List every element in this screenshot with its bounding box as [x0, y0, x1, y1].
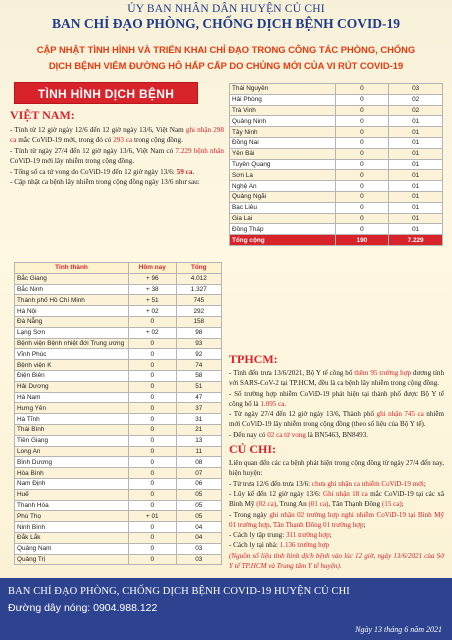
table-row — [230, 213, 443, 224]
cell-total: 01 — [389, 159, 443, 170]
vietnam-paragraph-1: - Tính từ 12 giờ ngày 12/6 đến 12 giờ ngày 13/6, Việt Nam ghi nhận 298 ca mắc CoViD-19 mới, trong đó có 293 ca trong cộng đồng. — [10, 126, 224, 145]
header — [0, 0, 452, 32]
cuchi-paragraph-0: Liên quan đến các ca bệnh phát hiện trong cộng đồng từ ngày 27/4 đến nay, hiện huyện: — [229, 459, 444, 478]
table-row — [15, 414, 222, 425]
cell-province: Đắk Lắk — [15, 532, 129, 543]
vietnam-paragraph-2: - Tính từ ngày 27/4 đến 12 giờ ngày 13/6, Việt Nam có 7.229 bệnh nhân CoViD-19 mới lây nhiễm trong cộng đồng. — [10, 146, 224, 166]
cell-today: 0 — [128, 338, 176, 349]
cell-today: 0 — [335, 170, 389, 181]
table-row — [15, 392, 222, 403]
cell-total: 08 — [176, 457, 221, 468]
tphcm-heading: TPHCM: — [229, 352, 278, 366]
cell-total: 11 — [176, 446, 221, 457]
cell-today: 0 — [128, 381, 176, 392]
cell-total: 93 — [176, 338, 221, 349]
cell-today: 0 — [128, 435, 176, 446]
cell-province: Quảng Nam — [15, 543, 129, 554]
cell-province: Trà Vinh — [230, 105, 336, 116]
header-total: Tổng — [176, 263, 221, 274]
table-row — [15, 338, 222, 349]
table-row — [15, 316, 222, 327]
table-row — [230, 224, 443, 235]
cell-total: 01 — [389, 127, 443, 138]
cell-province: Bắc Ninh — [15, 284, 129, 295]
cell-today: 0 — [128, 414, 176, 425]
cell-total: 02 — [389, 94, 443, 105]
cell-today: 0 — [128, 468, 176, 479]
cell-today: 0 — [128, 489, 176, 500]
cell-total: 21 — [176, 424, 221, 435]
section-banner: TÌNH HÌNH DỊCH BỆNH — [14, 82, 198, 104]
cell-total: 745 — [176, 295, 221, 306]
cell-total: 01 — [389, 116, 443, 127]
cell-today: + 02 — [128, 327, 176, 338]
cell-today: 0 — [128, 392, 176, 403]
cell-total: 01 — [389, 137, 443, 148]
cell-province: Quảng Ninh — [230, 116, 336, 127]
tphcm-paragraph-2: - Số trường hợp nhiễm CoViD-19 phát hiện tại thành phố được Bộ Y tế công bố là 1.095 ca. — [229, 389, 444, 408]
cell-province: Đà Nẵng — [15, 316, 129, 327]
cell-total: 1.327 — [176, 284, 221, 295]
title-line-1: CẬP NHẬT TÌNH HÌNH VÀ TRIỂN KHAI CHỈ ĐẠO TRONG CÔNG TÁC PHÒNG, CHỐNG — [36, 44, 416, 55]
vietnam-paragraph-3: - Tổng số ca tử vong do CoViD-19 đến 12 giờ ngày 13/6: 59 ca. — [10, 167, 195, 176]
cell-today: 0 — [335, 105, 389, 116]
cell-total: 158 — [176, 316, 221, 327]
cases-table-right — [229, 83, 443, 246]
cell-total: 92 — [176, 349, 221, 360]
cell-province: Bệnh viện Bệnh nhiệt đới Trung ương — [15, 338, 129, 349]
cell-today: 0 — [335, 127, 389, 138]
cell-province: Nam Định — [15, 478, 129, 489]
cell-province: Bạc Liêu — [230, 202, 336, 213]
table-row — [15, 446, 222, 457]
header-committee: BAN CHỈ ĐẠO PHÒNG, CHỐNG DỊCH BỆNH COVID-19 — [51, 16, 400, 31]
cuchi-paragraph-3: - Trong ngày ghi nhận 02 trường hợp nghi nhiễm CoViD-19 tại Bình Mỹ 01 trường hợp, Tân Thạnh Đông 01 trường hợp; — [229, 510, 444, 529]
cell-today: + 96 — [128, 273, 176, 284]
cell-today: 0 — [128, 554, 176, 565]
cell-province: Phú Thọ — [15, 511, 129, 522]
cell-today: 190 — [335, 235, 389, 246]
table-row — [230, 202, 443, 213]
cell-today: 0 — [335, 84, 389, 95]
footer-hotline: Đường dây nóng: 0904.988.122 — [8, 602, 158, 614]
header-province: Tỉnh thành — [15, 263, 129, 274]
cuchi-paragraph-1: - Từ trưa 12/6 đến trưa 13/6: chưa ghi nhận ca nhiễm CoViD-19 mới; — [229, 479, 426, 488]
cell-province: Thái Nguyên — [230, 84, 336, 95]
cell-province: Quảng Ngãi — [230, 191, 336, 202]
cell-province: Tuyên Quang — [230, 159, 336, 170]
cuchi-paragraph-5: - Cách ly tại nhà: 1.136 trường hợp — [229, 541, 330, 550]
cell-today: 0 — [335, 159, 389, 170]
cell-province: Long An — [15, 446, 129, 457]
cell-total: 4.012 — [176, 273, 221, 284]
table-row — [230, 105, 443, 116]
table-row — [15, 468, 222, 479]
cell-province: Đồng Tháp — [230, 224, 336, 235]
table-header-row — [15, 263, 222, 274]
cell-province: Hà Tĩnh — [15, 414, 129, 425]
source-note: (Nguồn số liệu tình hình dịch bệnh vào lúc 12 giờ, ngày 13/6/2021 của Sở Y tế TP.HCM và Trung tâm Y tế huyện). — [229, 551, 444, 571]
cell-total: 01 — [389, 213, 443, 224]
vietnam-heading: VIỆT NAM: — [10, 108, 75, 122]
cell-today: 0 — [335, 116, 389, 127]
cell-total: 13 — [176, 435, 221, 446]
cell-total: 01 — [389, 191, 443, 202]
cell-province: Đồng Nai — [230, 137, 336, 148]
tphcm-paragraph-3: - Từ ngày 27/4 đến 12 giờ ngày 13/6, Thành phố ghi nhận 745 ca nhiễm mới CoViD-19 lây nhiễm trong cộng đồng (theo số liệu của Bộ Y tế). — [229, 410, 444, 429]
table-row — [15, 457, 222, 468]
cell-today: 0 — [335, 202, 389, 213]
tphcm-paragraph-4: - Đến nay có 02 ca tử vong là BN5463, BN8493. — [229, 430, 369, 439]
cell-province: Huế — [15, 489, 129, 500]
table-row — [15, 370, 222, 381]
cell-province: Tổng cộng — [230, 235, 336, 246]
cell-province: Hưng Yên — [15, 403, 129, 414]
table-row — [230, 116, 443, 127]
cell-today: 0 — [128, 349, 176, 360]
cell-today: 0 — [128, 532, 176, 543]
table-row — [15, 381, 222, 392]
cell-province: Hà Nội — [15, 306, 129, 317]
table-row — [15, 424, 222, 435]
cell-today: 0 — [335, 148, 389, 159]
cell-total: 04 — [176, 532, 221, 543]
cell-total: 58 — [176, 370, 221, 381]
cell-today: 0 — [128, 403, 176, 414]
cell-total: 04 — [176, 522, 221, 533]
cell-total: 03 — [176, 554, 221, 565]
cell-total: 05 — [176, 489, 221, 500]
cell-today: 0 — [128, 500, 176, 511]
table-row — [230, 159, 443, 170]
cell-total: 01 — [389, 181, 443, 192]
table-row — [15, 360, 222, 371]
cell-province: Tiền Giang — [15, 435, 129, 446]
table-row — [230, 148, 443, 159]
cell-today: 0 — [128, 543, 176, 554]
table-row — [15, 543, 222, 554]
table-row — [15, 273, 222, 284]
cell-province: Sơn La — [230, 170, 336, 181]
table-row — [15, 306, 222, 317]
cell-province: Hải Dương — [15, 381, 129, 392]
table-row — [230, 170, 443, 181]
cell-total: 01 — [389, 202, 443, 213]
footer — [0, 578, 452, 640]
table-row — [15, 532, 222, 543]
cell-today: 0 — [335, 181, 389, 192]
cuchi-heading: CỦ CHI: — [229, 442, 276, 457]
cell-total: 74 — [176, 360, 221, 371]
footer-organization: BAN CHỈ ĐẠO PHÒNG, CHỐNG DỊCH BỆNH COVID-19 HUYỆN CỦ CHI — [8, 586, 350, 597]
cell-today: 0 — [128, 446, 176, 457]
table-row — [15, 295, 222, 306]
tphcm-paragraph-1: - Tính đến trưa 13/6/2021, Bộ Y tế công bố thêm 95 trường hợp dương tính với SARS-CoV-2 tại TP.HCM, đều là ca bệnh lây nhiễm trong cộng đồng. — [229, 369, 445, 388]
cases-table-left — [14, 262, 222, 565]
cell-today: + 01 — [128, 511, 176, 522]
cuchi-paragraph-4: - Cách ly tập trung: 311 trường hợp; — [229, 531, 332, 540]
vietnam-section — [10, 108, 224, 187]
cell-today: 0 — [335, 191, 389, 202]
cell-province: Bệnh viện K — [15, 360, 129, 371]
cell-today: 0 — [335, 213, 389, 224]
cell-today: 0 — [335, 94, 389, 105]
cell-total: 06 — [176, 478, 221, 489]
cell-province: Thái Bình — [15, 424, 129, 435]
cell-today: + 02 — [128, 306, 176, 317]
cell-total: 37 — [176, 403, 221, 414]
cell-province: Hòa Bình — [15, 468, 129, 479]
cell-province: Hà Nam — [15, 392, 129, 403]
cell-province: Nghệ An — [230, 181, 336, 192]
cell-total: 03 — [389, 84, 443, 95]
cell-total: 07 — [176, 468, 221, 479]
cell-province: Ninh Bình — [15, 522, 129, 533]
cell-province: Gia Lai — [230, 213, 336, 224]
cell-today: 0 — [128, 360, 176, 371]
table-row — [15, 435, 222, 446]
table-row — [15, 403, 222, 414]
cell-today: 0 — [128, 316, 176, 327]
cell-province: Thanh Hóa — [15, 500, 129, 511]
cell-today: 0 — [128, 424, 176, 435]
cell-total: 02 — [389, 105, 443, 116]
cell-province: Quảng Trị — [15, 554, 129, 565]
cell-total: 292 — [176, 306, 221, 317]
cell-province: Bắc Giang — [15, 273, 129, 284]
vietnam-paragraph-4: - Cập nhật ca bệnh lây nhiễm trong cộng đồng ngày 13/6 như sau: — [10, 178, 200, 187]
table-row — [230, 137, 443, 148]
cell-province: Thành phố Hồ Chí Minh — [15, 295, 129, 306]
cell-today: 0 — [335, 137, 389, 148]
cell-total: 31 — [176, 414, 221, 425]
title-line-2: DỊCH BỆNH VIÊM ĐƯỜNG HÔ HẤP CẤP DO CHỦNG MỚI CỦA VI RÚT COVID-19 — [48, 60, 404, 71]
table-row — [15, 511, 222, 522]
table-row — [230, 84, 443, 95]
header-agency: ỦY BAN NHÂN DÂN HUYỆN CỦ CHI — [127, 3, 325, 15]
cell-total: 7.229 — [389, 235, 443, 246]
cell-total: 47 — [176, 392, 221, 403]
table-row — [15, 554, 222, 565]
cell-today: 0 — [128, 370, 176, 381]
cell-today: 0 — [335, 224, 389, 235]
cell-today: 0 — [128, 457, 176, 468]
table-row — [15, 349, 222, 360]
cell-province: Hải Phòng — [230, 94, 336, 105]
cuchi-paragraph-2: - Lũy kế đến 12 giờ ngày 13/6: Ghi nhận 18 ca mắc CoViD-19 tại các xã Bình Mỹ (02 ca), Trung An (01 ca), Tân Thạnh Đông (15 ca); — [229, 489, 444, 509]
table-row — [15, 500, 222, 511]
cell-total: 05 — [176, 500, 221, 511]
table-row — [15, 478, 222, 489]
cell-total: 01 — [389, 148, 443, 159]
cell-province: Bình Dương — [15, 457, 129, 468]
footer-date: Ngày 13 tháng 6 năm 2021 — [355, 625, 442, 634]
table-row — [230, 191, 443, 202]
table-row — [15, 489, 222, 500]
table-row — [15, 327, 222, 338]
cell-total: 05 — [176, 511, 221, 522]
table-row — [230, 94, 443, 105]
table-row — [15, 284, 222, 295]
header-today: Hôm nay — [128, 263, 176, 274]
table-row — [230, 127, 443, 138]
cell-total: 03 — [176, 543, 221, 554]
cell-province: Điện Biên — [15, 370, 129, 381]
cell-total: 51 — [176, 381, 221, 392]
cell-today: + 51 — [128, 295, 176, 306]
cell-today: 0 — [128, 522, 176, 533]
cell-total: 01 — [389, 170, 443, 181]
table-row — [15, 522, 222, 533]
table-row — [230, 181, 443, 192]
cell-province: Lạng Sơn — [15, 327, 129, 338]
document-title — [6, 42, 446, 74]
cell-province: Tây Ninh — [230, 127, 336, 138]
local-section — [229, 352, 444, 571]
cell-today: 0 — [128, 478, 176, 489]
cell-province: Yên Bái — [230, 148, 336, 159]
cell-total: 01 — [389, 224, 443, 235]
table-total-row — [230, 235, 443, 246]
cell-today: + 38 — [128, 284, 176, 295]
cell-province: Vĩnh Phúc — [15, 349, 129, 360]
cell-total: 98 — [176, 327, 221, 338]
